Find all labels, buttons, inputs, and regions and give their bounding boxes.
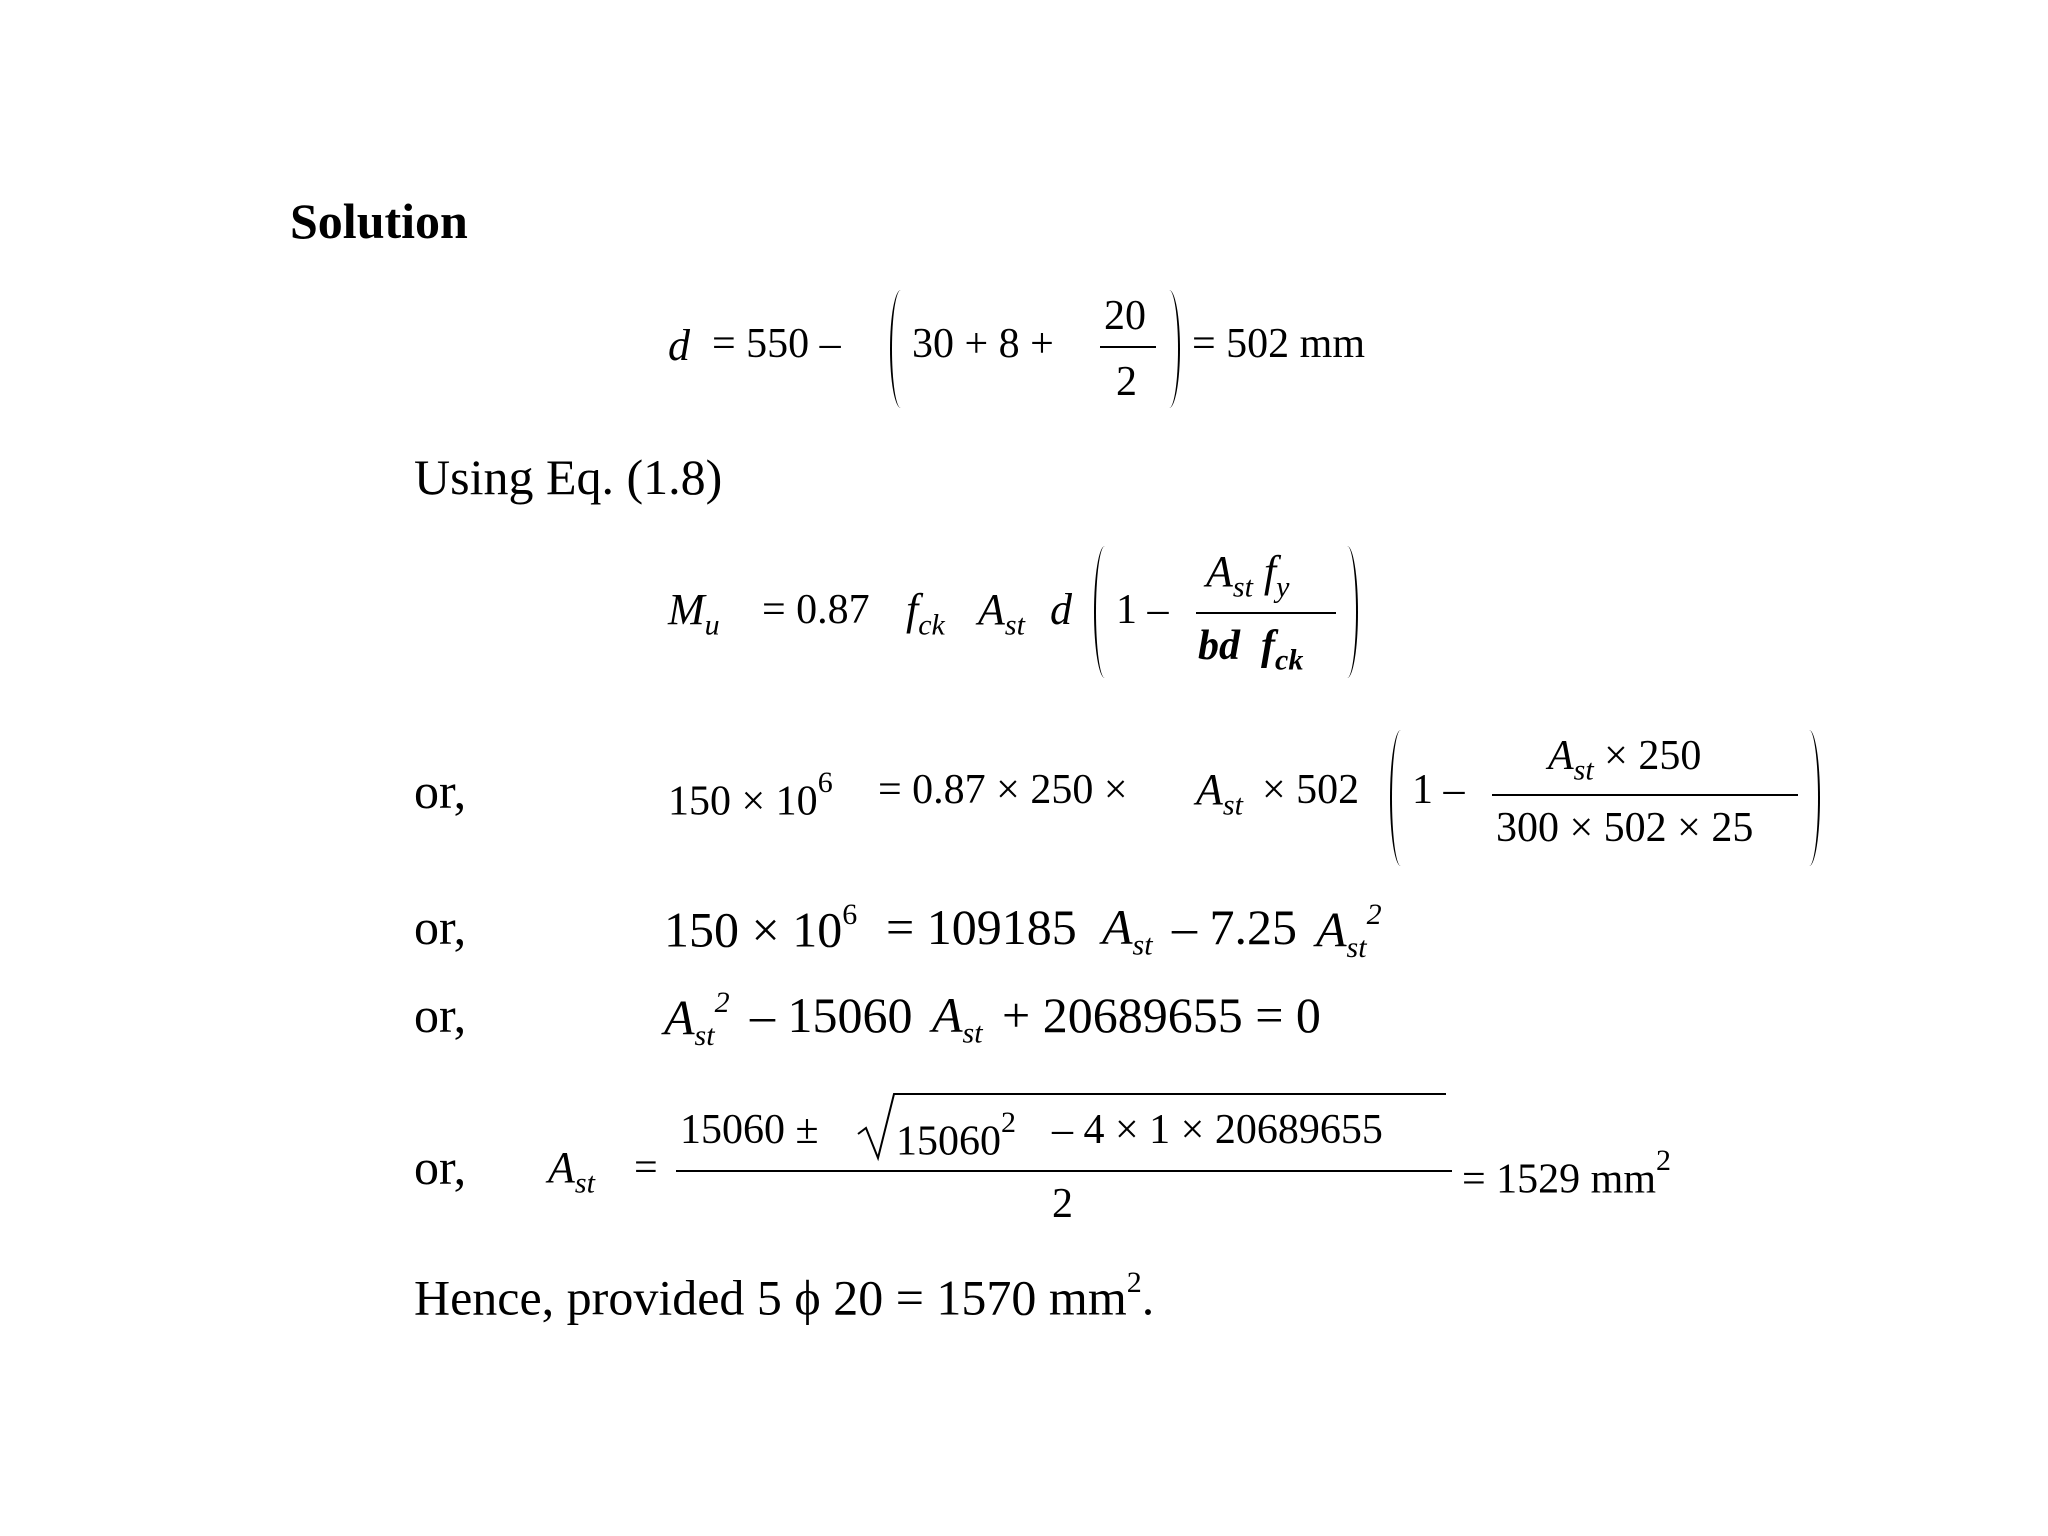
a-st-squared: $A_{st}^2$ — [1316, 898, 1382, 964]
row1-lhs: $150 \times 10^6$ — [668, 766, 833, 825]
a-st: $A_{st}$ — [1102, 899, 1153, 962]
using-equation-text: Using Eq. (1.8) — [414, 449, 723, 505]
row4-denominator: 2 — [1052, 1181, 1073, 1227]
numerator-ast-fy: $A_{st}$ $f_y$ — [1206, 547, 1290, 604]
left-paren — [1390, 730, 1408, 866]
row1-numerator: $A_{st} \times 250$ — [1548, 733, 1702, 787]
or-label: or, — [414, 987, 467, 1043]
row2-minus: – 7.25 — [1172, 899, 1297, 955]
row1-times-502: × 502 — [1262, 767, 1360, 813]
or-label: or, — [414, 1139, 467, 1195]
right-paren — [1340, 546, 1358, 678]
eq-d-inner: 30 + 8 + — [912, 321, 1054, 367]
root-rest: – 4 × 1 × 20689655 — [1052, 1107, 1383, 1153]
or-label: or, — [414, 899, 467, 955]
row3-rest: + 20689655 = 0 — [1002, 987, 1321, 1043]
row2-lhs: $150 \times 10^6$ — [664, 898, 858, 958]
fraction-bar — [1100, 346, 1156, 348]
d-symbol: d — [668, 321, 690, 370]
row3-mid: – 15060 — [750, 987, 913, 1043]
eq-d-mid: = 550 – — [712, 321, 841, 367]
solution-heading: Solution — [290, 193, 468, 249]
a-st-squared: $A_{st}^2$ — [664, 986, 730, 1052]
mu-symbol: $M_u$ — [668, 585, 720, 642]
root-term: 15060$^2$ — [896, 1106, 1016, 1165]
row1-mid: = 0.87 × 250 × — [878, 767, 1128, 813]
one-minus: 1 – — [1116, 587, 1169, 633]
fraction-bar — [676, 1170, 1452, 1172]
eq-d-rhs: = 502 mm — [1192, 321, 1366, 367]
a-st: $A_{st}$ — [1196, 765, 1243, 822]
right-paren — [1802, 730, 1820, 866]
denominator-bd-fck: bd $f_{ck}$ — [1198, 623, 1304, 677]
one-minus: 1 – — [1412, 767, 1465, 813]
left-paren — [1094, 546, 1112, 678]
row4-rhs: = 1529 $mm^2$ — [1462, 1144, 1672, 1203]
a-st: $A_{st}$ — [548, 1143, 595, 1200]
row4-numerator-start: 15060 ± — [680, 1107, 819, 1153]
left-paren — [890, 290, 908, 408]
mu-mid: = 0.87 — [762, 587, 870, 633]
d-var: d — [1050, 585, 1072, 634]
row2-mid: = 109185 — [886, 899, 1077, 955]
fraction-bar — [1196, 612, 1336, 614]
fraction-bar — [1492, 794, 1798, 796]
eq-d-denominator: 2 — [1116, 359, 1137, 405]
row1-denominator: 300 × 502 × 25 — [1496, 805, 1754, 851]
a-st: $A_{st}$ — [932, 987, 983, 1050]
or-label: or, — [414, 763, 467, 819]
right-paren — [1162, 290, 1180, 408]
f-ck: $f_{ck}$ — [906, 585, 945, 642]
equals: = — [634, 1145, 658, 1191]
eq-d-numerator: 20 — [1104, 293, 1146, 339]
a-st: $A_{st}$ — [978, 585, 1025, 642]
conclusion-text: Hence, provided 5 ϕ 20 = 1570 $mm^2$. — [414, 1266, 1155, 1326]
